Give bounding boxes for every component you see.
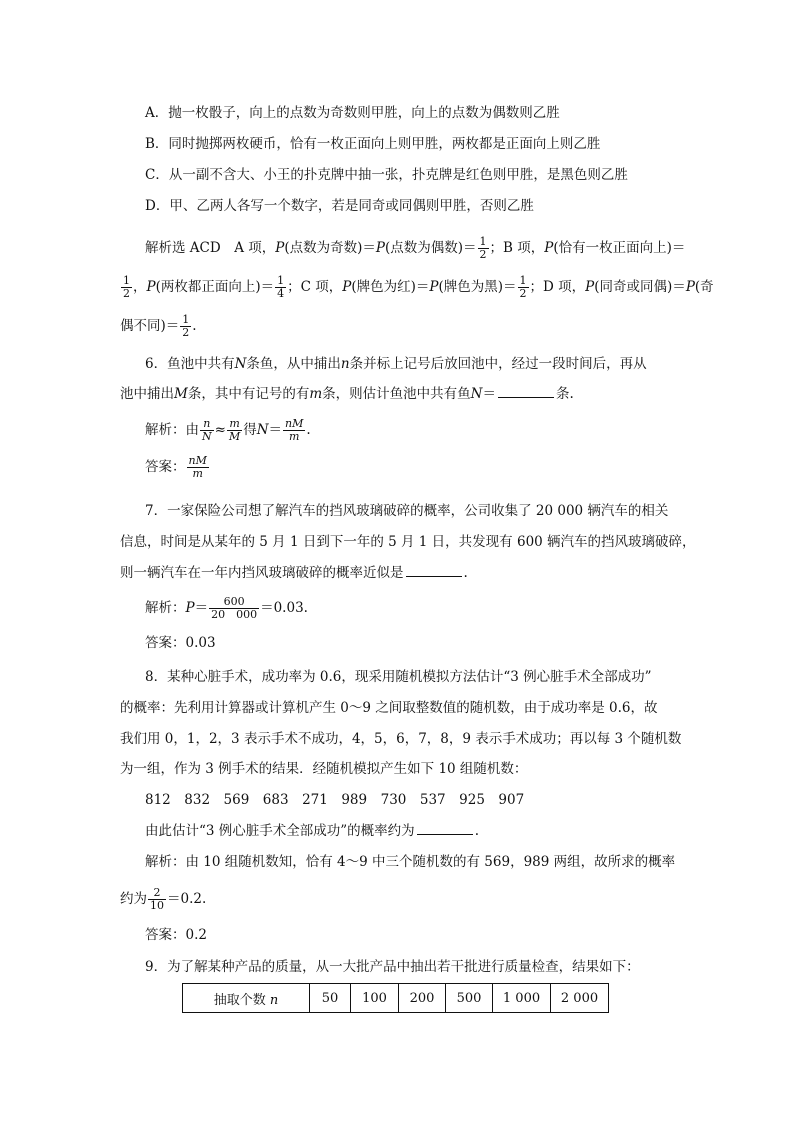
table-cell: 50	[310, 984, 351, 1013]
q8-line3: 我们用 0，1，2，3 表示手术不成功，4，5，6，7，8，9 表示手术成功；再以每 3 个随机数	[120, 731, 682, 747]
q5-solution-line1: 解析选 ACD A 项，P(点数为奇数)＝P(点数为偶数)＝ $\frac{1}{2}$ ；B 项，P(恰有一枚正面向上)＝	[145, 235, 686, 261]
option-a: A．抛一枚骰子，向上的点数为奇数则甲胜，向上的点数为偶数则乙胜	[145, 105, 560, 121]
q8-line2: 的概率：先利用计算器或计算机产生 0～9 之间取整数值的随机数，由于成功率是 0.6，故	[120, 700, 658, 716]
q6-line1: 6．鱼池中共有N条鱼，从中捕出n条并标上记号后放回池中，经过一段时间后，再从	[145, 356, 647, 372]
q7-solution: 解析：P＝ $\frac{600}{20 000}$ ＝0.03.	[145, 595, 308, 621]
q8-solution-line1: 解析：由 10 组随机数知，恰有 4～9 中三个随机数的有 569，989 两组，故所求的概率	[145, 854, 676, 870]
q9-line1: 9．为了解某种产品的质量，从一大批产品中抽出若干批进行质量检查，结果如下：	[145, 959, 640, 975]
table-cell: 200	[399, 984, 446, 1013]
table-cell: 500	[446, 984, 493, 1013]
q8-line1: 8．某种心脏手术，成功率为 0.6，现采用随机模拟方法估计“3 例心脏手术全部成功”	[145, 669, 652, 685]
q8-line4: 为一组，作为 3 例手术的结果．经随机模拟产生如下 10 组随机数：	[120, 761, 528, 777]
fraction-nM-over-m: $\frac{nM}{m}$	[285, 417, 304, 443]
q6-answer: 答案： $\frac{nM}{m}$	[145, 454, 207, 480]
table-cell: 1 000	[493, 984, 551, 1013]
answer-blank	[406, 564, 462, 577]
q8-solution-line2: 约为 $\frac{2}{10}$ ＝0.2.	[120, 886, 207, 912]
answer-blank	[498, 385, 554, 398]
q5-solution-line2: $\frac{1}{2}$ ，P(两枚都正面向上)＝ $\frac{1}{4}$ ；C 项，P(牌色为红)＝P(牌色为黑)＝ $\frac{1}{2}$ ；D 项，P(同奇或同偶)＝P(奇	[123, 274, 714, 300]
sample-table	[182, 983, 609, 1013]
q8-answer: 答案：0.2	[145, 927, 207, 943]
table-cell: 2 000	[551, 984, 609, 1013]
fraction-half: $\frac{1}{2}$	[479, 235, 487, 261]
fraction-2-over-10: $\frac{2}{10}$	[150, 886, 164, 912]
table-header-cell: 抽取个数 n	[183, 984, 310, 1013]
q7-line3: 则一辆汽车在一年内挡风玻璃破碎的概率近似是 .	[120, 565, 468, 581]
table-row	[183, 984, 609, 1013]
q6-line2: 池中捕出M条，其中有记号的有m条，则估计鱼池中共有鱼N＝ 条.	[120, 386, 574, 402]
option-c: C．从一副不含大、小王的扑克牌中抽一张，扑克牌是红色则甲胜，是黑色则乙胜	[145, 167, 628, 183]
q8-random-numbers: 812 832 569 683 271 989 730 537 925 907	[145, 792, 525, 808]
table-cell: 100	[351, 984, 399, 1013]
fraction-half: $\frac{1}{2}$	[519, 274, 527, 300]
fraction-quarter: $\frac{1}{4}$	[277, 274, 285, 300]
q5-solution-line3: 偶不同)＝ $\frac{1}{2}$ .	[120, 313, 197, 339]
option-d: D．甲、乙两人各写一个数字，若是同奇或同偶则甲胜，否则乙胜	[145, 198, 534, 214]
answer-blank	[417, 822, 473, 835]
fraction-n-over-N: $\frac{n}{N}$	[202, 417, 212, 443]
option-b: B．同时抛掷两枚硬币，恰有一枚正面向上则甲胜，两枚都是正面向上则乙胜	[145, 136, 601, 152]
fraction-nM-over-m: $\frac{nM}{m}$	[188, 454, 207, 480]
q7-answer: 答案：0.03	[145, 635, 216, 651]
q6-solution: 解析：由 $\frac{n}{N}$ ≈ $\frac{m}{M}$ 得N＝ $\frac{nM}{m}$ .	[145, 417, 311, 443]
q8-line6: 由此估计“3 例心脏手术全部成功”的概率约为 .	[145, 823, 479, 839]
q7-line2: 信息，时间是从某年的 5 月 1 日到下一年的 5 月 1 日，共发现有 600 辆汽车的挡风玻璃破碎，	[120, 534, 696, 550]
fraction-half: $\frac{1}{2}$	[123, 274, 130, 300]
fraction-m-over-M: $\frac{m}{M}$	[228, 417, 241, 443]
fraction-600-over-20000: $\frac{600}{20 000}$	[211, 595, 258, 621]
q7-line1: 7．一家保险公司想了解汽车的挡风玻璃破碎的概率，公司收集了 20 000 辆汽车的相关	[145, 503, 669, 519]
fraction-half: $\frac{1}{2}$	[182, 313, 190, 339]
